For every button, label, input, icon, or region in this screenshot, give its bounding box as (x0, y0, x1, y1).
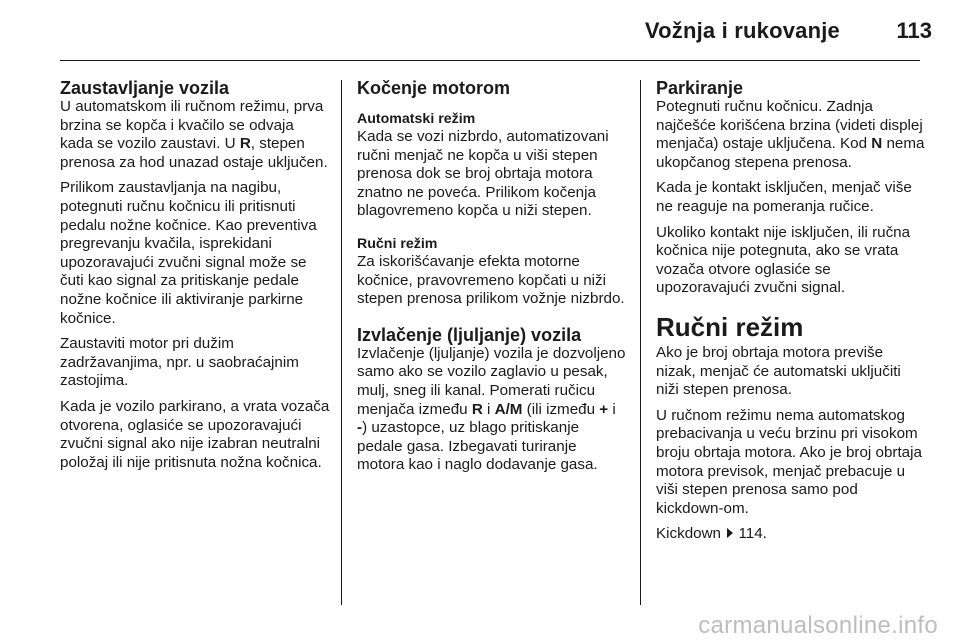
heading-engine-braking: Kočenje motorom (357, 78, 511, 98)
header-divider (60, 60, 920, 61)
paragraph: Kada je kontakt isključen, menjač više ne reaguje na pomeranja ručice. (656, 179, 912, 215)
paragraph: Izvlačenje (ljuljanje) vozila je dozvoljeno samo ako se vozilo zaglavio u pesak, mulj, sneg ili kanal. Pomerati ručicu menjača između R i A/M (ili između + i -) uzastopce, uz blago pritiskanje pedale gasa. Izbegavati turiranje motora kao i naglo dodavanje gasa. (357, 344, 626, 474)
subheading-automatic-mode: Automatski režim (357, 111, 476, 127)
column-3 (656, 78, 926, 551)
watermark: carmanualsonline.info (698, 612, 938, 639)
heading-manual-mode: Ručni režim (656, 311, 804, 342)
paragraph: U automatskom ili ručnom režimu, prva brzina se kopča i kvačilo se odvaja kada se vozilo zaustavi. U R, stepen prenosa za hod unazad ostaje uključen. (60, 98, 328, 171)
section-title: Vožnja i rukovanje (644, 18, 840, 43)
page-reference-link[interactable]: 114. (738, 525, 767, 543)
heading-stopping-vehicle: Zaustavljanje vozila (60, 78, 230, 98)
paragraph-kickdown: Kickdown 114. (656, 525, 767, 543)
column-divider (640, 80, 641, 605)
paragraph: Prilikom zaustavljanja na nagibu, potegnuti ručnu kočnicu ili pritisnuti pedalu nožne kočnice. Kao preventiva pregrevanju kvačila, isprekidani upozoravajući zvučni signal može se čuti kao signal za pritiskanje pedale nožne kočnice ili aktiviranje parkirne kočnice. (60, 179, 317, 327)
column-2 (357, 78, 627, 482)
page-header (0, 0, 960, 60)
heading-rocking-vehicle: Izvlačenje (ljuljanje) vozila (357, 324, 582, 345)
paragraph: Zaustaviti motor pri dužim zadržavanjima, npr. u saobraćajnim zastojima. (60, 335, 299, 390)
page-number: 113 (896, 18, 932, 43)
column-divider (341, 80, 342, 605)
column-1 (60, 78, 330, 479)
paragraph: Ukoliko kontakt nije isključen, ili ručna kočnica nije potegnuta, ako se vrata vozača otvore oglasiće se upozoravajući zvučni signal. (656, 223, 911, 297)
paragraph: Za iskorišćavanje efekta motorne kočnice, pravovremeno kopčati u niži stepen prenosa prilikom vožnje nizbrdo. (357, 252, 625, 308)
paragraph: Potegnuti ručnu kočnicu. Zadnja najčešće korišćena brzina (videti displej menjača) ostaje uključena. Kod N nema ukopčanog stepena prenosa. (656, 98, 925, 171)
paragraph: U ručnom režimu nema automatskog prebacivanja u veću brzinu pri visokom broju obrtaja motora. Ako je broj obrtaja motora previsok, menjač prebacuje u viši stepen prenosa samo pod kickdown-om. (656, 406, 922, 517)
page-reference-arrow-icon (727, 528, 733, 538)
subheading-manual-mode: Ručni režim (357, 235, 438, 252)
paragraph: Ako je broj obrtaja motora previše nizak, menjač će automatski uključiti niži stepen prenosa. (656, 343, 901, 399)
heading-parking: Parkiranje (656, 78, 744, 98)
paragraph: Kada je vozilo parkirano, a vrata vozača otvorena, oglasiće se upozoravajući zvučni signal ako nije izabran neutralni položaj ili nije pritisnuta nožna kočnica. (60, 397, 330, 471)
paragraph: Kada se vozi nizbrdo, automatizovani ručni menjač ne kopča u viši stepen prenosa dok se broj obrtaja motora znatno ne poveća. Prilikom kočenja blagovremeno kopča u niži stepen. (357, 128, 609, 220)
